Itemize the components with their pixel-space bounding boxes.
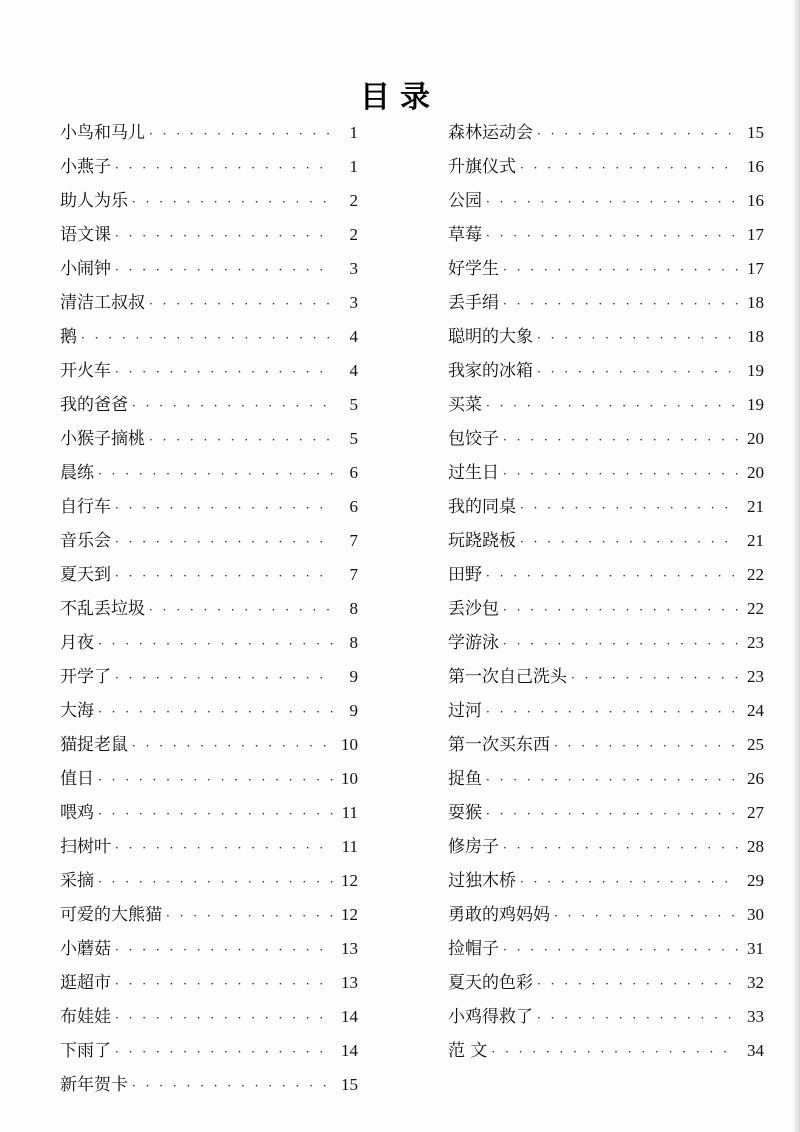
toc-leader-dots bbox=[491, 1035, 738, 1069]
toc-leader-dots bbox=[115, 1001, 334, 1035]
toc-entry-title: 小闹钟 bbox=[60, 259, 111, 279]
toc-entry-page-number: 12 bbox=[341, 871, 358, 890]
toc-entry bbox=[448, 626, 764, 660]
toc-entry bbox=[448, 864, 764, 898]
toc-leader-dots bbox=[166, 899, 334, 933]
toc-entry-title: 夏天到 bbox=[60, 565, 111, 585]
toc-entry bbox=[448, 456, 764, 490]
toc-entry-title: 开火车 bbox=[60, 361, 111, 381]
toc-entry bbox=[60, 864, 358, 898]
toc-entry-page-number: 4 bbox=[349, 361, 358, 380]
toc-entry bbox=[60, 728, 358, 762]
toc-entry bbox=[448, 660, 764, 694]
toc-entry bbox=[60, 218, 358, 252]
toc-entry-page-number: 10 bbox=[341, 769, 358, 788]
toc-leader-dots bbox=[537, 321, 738, 355]
toc-entry bbox=[448, 932, 764, 966]
toc-entry bbox=[448, 796, 764, 830]
toc-entry bbox=[448, 898, 764, 932]
toc-entry bbox=[60, 252, 358, 286]
toc-leader-dots bbox=[115, 661, 334, 695]
toc-leader-dots bbox=[115, 491, 334, 525]
toc-leader-dots bbox=[98, 865, 334, 899]
toc-leader-dots bbox=[115, 559, 334, 593]
toc-entry-page-number: 19 bbox=[747, 361, 764, 380]
toc-entry bbox=[60, 490, 358, 524]
toc-entry-title: 丢手绢 bbox=[448, 293, 499, 313]
toc-entry-page-number: 18 bbox=[747, 293, 764, 312]
toc-entry-page-number: 23 bbox=[747, 633, 764, 652]
toc-entry bbox=[60, 354, 358, 388]
toc-entry-page-number: 11 bbox=[341, 837, 358, 856]
toc-entry-title: 公园 bbox=[448, 191, 482, 211]
toc-entry bbox=[60, 184, 358, 218]
toc-leader-dots bbox=[537, 1001, 738, 1035]
toc-entry bbox=[60, 762, 358, 796]
toc-entry bbox=[60, 320, 358, 354]
toc-entry-page-number: 32 bbox=[747, 973, 764, 992]
toc-entry-title: 新年贺卡 bbox=[60, 1075, 128, 1095]
toc-leader-dots bbox=[115, 355, 334, 389]
toc-leader-dots bbox=[132, 1069, 334, 1103]
toc-entry-page-number: 3 bbox=[349, 293, 358, 312]
toc-entry bbox=[60, 524, 358, 558]
toc-entry-title: 布娃娃 bbox=[60, 1007, 111, 1027]
toc-leader-dots bbox=[486, 389, 738, 423]
toc-entry-title: 大海 bbox=[60, 701, 94, 721]
toc-entry bbox=[60, 898, 358, 932]
toc-leader-dots bbox=[132, 185, 334, 219]
toc-entry-page-number: 5 bbox=[349, 395, 358, 414]
toc-entry bbox=[60, 558, 358, 592]
toc-entry bbox=[60, 1034, 358, 1068]
toc-entry-title: 开学了 bbox=[60, 667, 111, 687]
toc-entry-page-number: 15 bbox=[341, 1075, 358, 1094]
toc-entry-title: 音乐会 bbox=[60, 531, 111, 551]
toc-entry bbox=[448, 558, 764, 592]
toc-entry-page-number: 2 bbox=[349, 225, 358, 244]
toc-entry-title: 助人为乐 bbox=[60, 191, 128, 211]
toc-entry-page-number: 7 bbox=[349, 565, 358, 584]
toc-entry-page-number: 20 bbox=[747, 463, 764, 482]
toc-leader-dots bbox=[520, 491, 738, 525]
toc-entry-title: 第一次自己洗头 bbox=[448, 667, 567, 687]
toc-entry-page-number: 26 bbox=[747, 769, 764, 788]
toc-entry bbox=[448, 150, 764, 184]
toc-entry-page-number: 21 bbox=[747, 531, 764, 550]
toc-entry bbox=[448, 388, 764, 422]
toc-entry-title: 喂鸡 bbox=[60, 803, 94, 823]
toc-entry-title: 耍猴 bbox=[448, 803, 482, 823]
toc-entry-page-number: 4 bbox=[349, 327, 358, 346]
toc-entry bbox=[60, 966, 358, 1000]
toc-entry-title: 丢沙包 bbox=[448, 599, 499, 619]
toc-entry-title: 聪明的大象 bbox=[448, 327, 533, 347]
toc-leader-dots bbox=[98, 627, 334, 661]
toc-leader-dots bbox=[520, 865, 738, 899]
toc-leader-dots bbox=[520, 525, 738, 559]
toc-entry bbox=[60, 932, 358, 966]
toc-entry-page-number: 13 bbox=[341, 939, 358, 958]
toc-entry-page-number: 28 bbox=[747, 837, 764, 856]
toc-entry bbox=[60, 150, 358, 184]
toc-leader-dots bbox=[486, 695, 738, 729]
toc-entry bbox=[60, 456, 358, 490]
toc-entry bbox=[60, 626, 358, 660]
toc-entry-title: 我的同桌 bbox=[448, 497, 516, 517]
toc-entry bbox=[448, 524, 764, 558]
toc-leader-dots bbox=[520, 151, 738, 185]
toc-entry-title: 小猴子摘桃 bbox=[60, 429, 145, 449]
toc-leader-dots bbox=[149, 423, 334, 457]
toc-entry-page-number: 9 bbox=[349, 701, 358, 720]
toc-leader-dots bbox=[486, 559, 738, 593]
toc-entry-page-number: 11 bbox=[341, 803, 358, 822]
toc-entry-title: 晨练 bbox=[60, 463, 94, 483]
toc-leader-dots bbox=[503, 933, 738, 967]
toc-entry bbox=[448, 830, 764, 864]
toc-entry-page-number: 18 bbox=[747, 327, 764, 346]
toc-entry bbox=[60, 1000, 358, 1034]
toc-entry-page-number: 3 bbox=[349, 259, 358, 278]
toc-leader-dots bbox=[537, 355, 738, 389]
toc-leader-dots bbox=[132, 729, 334, 763]
toc-entry-title: 捡帽子 bbox=[448, 939, 499, 959]
toc-leader-dots bbox=[486, 219, 738, 253]
toc-leader-dots bbox=[537, 117, 738, 151]
toc-entry bbox=[448, 1034, 764, 1068]
toc-leader-dots bbox=[537, 967, 738, 1001]
toc-entry bbox=[448, 184, 764, 218]
toc-leader-dots bbox=[503, 831, 738, 865]
toc-entry-title: 过河 bbox=[448, 701, 482, 721]
toc-entry-page-number: 5 bbox=[349, 429, 358, 448]
toc-entry-page-number: 16 bbox=[747, 191, 764, 210]
toc-entry-page-number: 13 bbox=[341, 973, 358, 992]
toc-leader-dots bbox=[503, 627, 738, 661]
toc-entry-page-number: 14 bbox=[341, 1041, 358, 1060]
toc-entry bbox=[448, 592, 764, 626]
toc-entry-title: 夏天的色彩 bbox=[448, 973, 533, 993]
toc-leader-dots bbox=[115, 933, 334, 967]
toc-entry-title: 买菜 bbox=[448, 395, 482, 415]
toc-entry-title: 我家的冰箱 bbox=[448, 361, 533, 381]
toc-entry bbox=[448, 354, 764, 388]
toc-entry-title: 第一次买东西 bbox=[448, 735, 550, 755]
toc-entry-title: 小鸡得救了 bbox=[448, 1007, 533, 1027]
toc-leader-dots bbox=[98, 457, 334, 491]
toc-entry bbox=[60, 116, 358, 150]
toc-entry-page-number: 24 bbox=[747, 701, 764, 720]
toc-entry-title: 猫捉老鼠 bbox=[60, 735, 128, 755]
toc-leader-dots bbox=[503, 287, 738, 321]
toc-entry bbox=[448, 218, 764, 252]
toc-entry-title: 捉鱼 bbox=[448, 769, 482, 789]
toc-entry-title: 语文课 bbox=[60, 225, 111, 245]
toc-leader-dots bbox=[486, 763, 738, 797]
toc-entry-title: 清洁工叔叔 bbox=[60, 293, 145, 313]
toc-entry-title: 值日 bbox=[60, 769, 94, 789]
toc-leader-dots bbox=[115, 525, 334, 559]
toc-entry-page-number: 20 bbox=[747, 429, 764, 448]
toc-leader-dots bbox=[149, 117, 334, 151]
toc-entry-page-number: 2 bbox=[349, 191, 358, 210]
toc-entry-page-number: 9 bbox=[349, 667, 358, 686]
toc-entry bbox=[448, 116, 764, 150]
toc-entry-title: 逛超市 bbox=[60, 973, 111, 993]
toc-leader-dots bbox=[98, 695, 334, 729]
toc-entry-page-number: 7 bbox=[349, 531, 358, 550]
toc-entry-title: 过生日 bbox=[448, 463, 499, 483]
toc-entry bbox=[60, 1068, 358, 1102]
toc-entry bbox=[60, 388, 358, 422]
toc-entry-page-number: 17 bbox=[747, 259, 764, 278]
toc-entry-title: 田野 bbox=[448, 565, 482, 585]
toc-entry-page-number: 25 bbox=[747, 735, 764, 754]
toc-entry bbox=[60, 422, 358, 456]
toc-entry bbox=[60, 694, 358, 728]
toc-leader-dots bbox=[115, 253, 334, 287]
toc-entry-page-number: 30 bbox=[747, 905, 764, 924]
toc-leader-dots bbox=[503, 457, 738, 491]
toc-leader-dots bbox=[503, 253, 738, 287]
toc-entry bbox=[448, 422, 764, 456]
toc-entry-page-number: 22 bbox=[747, 565, 764, 584]
toc-entry-title: 好学生 bbox=[448, 259, 499, 279]
toc-entry-title: 范 文 bbox=[448, 1041, 488, 1061]
toc-entry-page-number: 17 bbox=[747, 225, 764, 244]
toc-entry bbox=[60, 796, 358, 830]
toc-leader-dots bbox=[81, 321, 334, 355]
toc-entry-title: 月夜 bbox=[60, 633, 94, 653]
toc-leader-dots bbox=[115, 1035, 334, 1069]
toc-entry-page-number: 33 bbox=[747, 1007, 764, 1026]
toc-entry-title: 小鸟和马儿 bbox=[60, 123, 145, 143]
toc-entry bbox=[448, 966, 764, 1000]
toc-entry bbox=[448, 694, 764, 728]
toc-entry-page-number: 27 bbox=[747, 803, 764, 822]
toc-leader-dots bbox=[115, 831, 334, 865]
toc-entry bbox=[60, 592, 358, 626]
toc-entry-page-number: 16 bbox=[747, 157, 764, 176]
toc-entry-title: 升旗仪式 bbox=[448, 157, 516, 177]
toc-entry-page-number: 1 bbox=[349, 123, 358, 142]
toc-leader-dots bbox=[149, 593, 334, 627]
toc-entry-title: 扫树叶 bbox=[60, 837, 111, 857]
toc-entry-title: 勇敢的鸡妈妈 bbox=[448, 905, 550, 925]
page-edge-shadow bbox=[794, 0, 800, 1132]
toc-entry-page-number: 22 bbox=[747, 599, 764, 618]
toc-entry bbox=[448, 490, 764, 524]
toc-leader-dots bbox=[486, 797, 738, 831]
toc-entry-title: 自行车 bbox=[60, 497, 111, 517]
toc-entry-title: 鹅 bbox=[60, 327, 77, 347]
toc-entry-title: 采摘 bbox=[60, 871, 94, 891]
toc-entry-title: 过独木桥 bbox=[448, 871, 516, 891]
toc-entry bbox=[448, 320, 764, 354]
toc-entry-title: 小蘑菇 bbox=[60, 939, 111, 959]
toc-leader-dots bbox=[132, 389, 334, 423]
toc-leader-dots bbox=[149, 287, 334, 321]
toc-entry bbox=[60, 660, 358, 694]
toc-leader-dots bbox=[115, 151, 334, 185]
toc-entry-page-number: 10 bbox=[341, 735, 358, 754]
toc-entry-title: 小燕子 bbox=[60, 157, 111, 177]
toc-entry-page-number: 21 bbox=[747, 497, 764, 516]
toc-entry-title: 修房子 bbox=[448, 837, 499, 857]
toc-entry-page-number: 1 bbox=[349, 157, 358, 176]
toc-entry-page-number: 15 bbox=[747, 123, 764, 142]
toc-entry-title: 草莓 bbox=[448, 225, 482, 245]
toc-entry-page-number: 8 bbox=[349, 633, 358, 652]
toc-entry-page-number: 29 bbox=[747, 871, 764, 890]
toc-leader-dots bbox=[503, 423, 738, 457]
toc-leader-dots bbox=[503, 593, 738, 627]
toc-entry-title: 下雨了 bbox=[60, 1041, 111, 1061]
toc-entry-page-number: 23 bbox=[747, 667, 764, 686]
toc-entry-page-number: 8 bbox=[349, 599, 358, 618]
toc-leader-dots bbox=[98, 763, 334, 797]
toc-entry bbox=[448, 1000, 764, 1034]
toc-leader-dots bbox=[98, 797, 334, 831]
toc-entry-title: 玩跷跷板 bbox=[448, 531, 516, 551]
toc-entry-page-number: 12 bbox=[341, 905, 358, 924]
toc-entry-title: 学游泳 bbox=[448, 633, 499, 653]
toc-entry-page-number: 34 bbox=[747, 1041, 764, 1060]
toc-leader-dots bbox=[554, 899, 738, 933]
toc-entry bbox=[448, 762, 764, 796]
toc-entry-title: 森林运动会 bbox=[448, 123, 533, 143]
toc-entry-page-number: 19 bbox=[747, 395, 764, 414]
toc-leader-dots bbox=[115, 219, 334, 253]
toc-leader-dots bbox=[486, 185, 738, 219]
toc-entry bbox=[60, 286, 358, 320]
toc-entry-title: 包饺子 bbox=[448, 429, 499, 449]
toc-entry-title: 我的爸爸 bbox=[60, 395, 128, 415]
toc-entry bbox=[60, 830, 358, 864]
toc-leader-dots bbox=[554, 729, 738, 763]
toc-entry-title: 不乱丢垃圾 bbox=[60, 599, 145, 619]
toc-right-column bbox=[448, 116, 764, 1068]
toc-entry bbox=[448, 728, 764, 762]
toc-entry-page-number: 6 bbox=[349, 463, 358, 482]
page-title: 目录 bbox=[360, 80, 440, 115]
toc-entry-title: 可爱的大熊猫 bbox=[60, 905, 162, 925]
toc-entry bbox=[448, 286, 764, 320]
toc-entry-page-number: 14 bbox=[341, 1007, 358, 1026]
toc-left-column bbox=[60, 116, 358, 1102]
toc-leader-dots bbox=[115, 967, 334, 1001]
toc-entry-page-number: 6 bbox=[349, 497, 358, 516]
toc-entry bbox=[448, 252, 764, 286]
toc-leader-dots bbox=[571, 661, 738, 695]
toc-entry-page-number: 31 bbox=[747, 939, 764, 958]
